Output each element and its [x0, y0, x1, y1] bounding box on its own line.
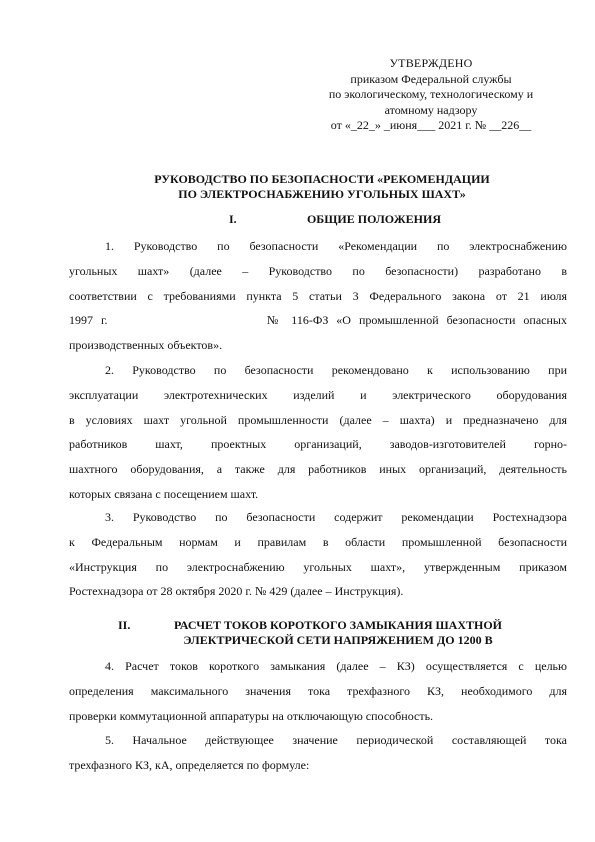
paragraph-2: [69, 358, 567, 507]
document-title: [100, 172, 544, 202]
paragraph-line: 2. Руководство по безопасности рекомендовано к использованию при: [105, 363, 567, 377]
paragraph-line: определения максимального значения тока трехфазного КЗ, необходимого для: [69, 683, 567, 698]
approval-line: приказом Федеральной службы: [350, 71, 512, 86]
paragraph-line: угольных шахт» (далее – Руководство по безопасности) разработано в: [69, 263, 567, 278]
paragraph-line: эксплуатации электротехнических изделий и электрического оборудования: [69, 387, 567, 402]
paragraph-line: в условиях шахт угольной промышленности (далее – шахта) и предназначено для: [69, 412, 567, 427]
section-number: I.: [229, 212, 237, 226]
paragraph-line: 4. Расчет токов короткого замыкания (далее – КЗ) осуществляется с целью: [105, 659, 567, 673]
paragraph-line: «Инструкция по электроснабжению угольных шахт», утвержденным приказом: [69, 559, 567, 574]
paragraph-line: соответствии с требованиями пункта 5 статьи 3 Федерального закона от 21 июля: [69, 288, 567, 303]
paragraph-5: [69, 728, 567, 778]
paragraph-line: 3. Руководство по безопасности содержит рекомендации Ростехнадзора: [105, 510, 567, 524]
section-title: ОБЩИЕ ПОЛОЖЕНИЯ: [306, 212, 442, 226]
paragraph-line: 1997 г. № 116-ФЗ «О промышленной безопасности опасных: [69, 313, 567, 328]
paragraph-line: трехфазного КЗ, кА, определяется по формуле:: [69, 757, 310, 772]
paragraph-line: проверки коммутационной аппаратуры на отключающую способность.: [69, 708, 434, 723]
paragraph-4: [69, 654, 567, 728]
paragraph-line: Ростехнадзора от 28 октября 2020 г. № 429 (далее – Инструкция).: [69, 584, 404, 599]
paragraph-line: работников шахт, проектных организаций, заводов-изготовителей горно-: [69, 437, 567, 452]
paragraph-line: к Федеральным нормам и правилам в области промышленной безопасности: [69, 534, 567, 549]
paragraph-line: 1. Руководство по безопасности «Рекомендации по электроснабжению: [105, 239, 567, 253]
approval-line: атомному надзору: [384, 102, 478, 117]
paragraph-line: производственных объектов».: [69, 338, 223, 353]
section-title: ЭЛЕКТРИЧЕСКОЙ СЕТИ НАПРЯЖЕНИЕМ ДО 1200 В: [183, 633, 493, 647]
title-line: РУКОВОДСТВО ПО БЕЗОПАСНОСТИ «РЕКОМЕНДАЦИИ: [154, 172, 490, 186]
approval-heading: УТВЕРЖДЕНО: [389, 56, 473, 70]
approval-block: [300, 56, 562, 134]
approval-line: по экологическому, технологическому и: [328, 87, 534, 101]
paragraph-line: которых связана с посещением шахт.: [69, 486, 259, 501]
section-heading-1: [229, 212, 469, 227]
paragraph-line: 5. Начальное действующее значение периодической составляющей тока: [105, 733, 567, 747]
section-heading-2: [118, 618, 538, 648]
paragraph-3: [69, 505, 567, 604]
title-line: ПО ЭЛЕКТРОСНАБЖЕНИЮ УГОЛЬНЫХ ШАХТ»: [178, 187, 466, 201]
paragraph-1: [69, 234, 567, 358]
paragraph-line: шахтного оборудования, а также для работников иных организаций, деятельность: [69, 462, 567, 477]
section-number: II.: [118, 618, 131, 632]
approval-order-line: от «_22_» _июня___ 2021 г. № __226__: [330, 118, 532, 132]
section-title: РАСЧЕТ ТОКОВ КОРОТКОГО ЗАМЫКАНИЯ ШАХТНОЙ: [173, 618, 503, 632]
